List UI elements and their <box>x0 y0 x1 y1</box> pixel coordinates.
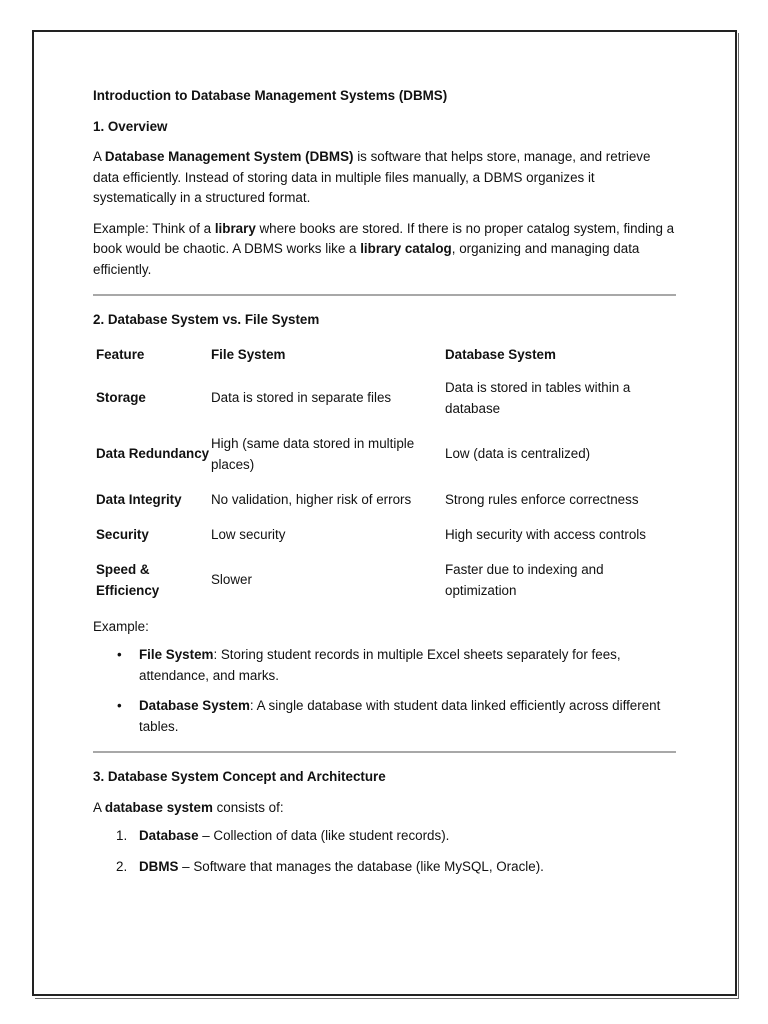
text-run: : Storing student records in multiple Excel sheets separately for fees, attendance, and marks. <box>139 647 621 683</box>
list-number: 1. <box>116 828 128 843</box>
table-row <box>93 553 676 609</box>
text-run: Example: Think of a <box>93 220 215 236</box>
table-cell: Data Integrity <box>96 491 182 507</box>
bold-term: library catalog <box>360 241 452 256</box>
table-row <box>93 371 676 427</box>
list-item <box>93 696 676 737</box>
comparison-table <box>93 341 676 609</box>
architecture-intro <box>93 798 676 819</box>
bullet-icon: • <box>117 698 122 713</box>
section-divider <box>93 294 676 296</box>
example-list <box>93 645 676 737</box>
list-item <box>93 826 676 847</box>
text-run: – Software that manages the database (like MySQL, Oracle). <box>178 858 544 874</box>
section-1-heading: 1. Overview <box>93 118 168 134</box>
table-cell: No validation, higher risk of errors <box>211 491 412 507</box>
table-cell: High security with access controls <box>445 526 646 542</box>
bold-term: library <box>214 220 256 236</box>
table-row <box>93 518 676 553</box>
table-cell: Data is stored in tables within a database <box>445 380 631 416</box>
table-cell: Storage <box>96 390 146 406</box>
text-run: where books are stored. If there is no proper catalog system, finding a book would be chaotic. A DBMS works like a <box>93 220 675 256</box>
example-label: Example: <box>93 618 149 634</box>
bold-term: Database Management System (DBMS) <box>104 149 354 164</box>
bold-term: Database System <box>139 698 250 713</box>
column-header: Feature <box>96 347 145 363</box>
overview-paragraph <box>93 147 676 209</box>
table-cell: High (same data stored in multiple places) <box>211 436 415 472</box>
list-item <box>93 857 676 878</box>
table-row <box>93 427 676 483</box>
bold-term: File System <box>139 647 214 662</box>
text-run: A <box>93 149 105 164</box>
table-cell: Slower <box>211 572 252 588</box>
column-header: File System <box>211 347 286 363</box>
column-header: Database System <box>445 347 556 363</box>
text-run: consists of: <box>212 799 284 815</box>
table-header-row <box>93 341 676 371</box>
bold-term: Database <box>139 828 199 843</box>
text-run: , organizing and managing data efficiently. <box>93 241 640 277</box>
bold-term: database system <box>104 799 213 815</box>
text-run: – Collection of data (like student records). <box>198 828 450 843</box>
bold-term: DBMS <box>139 858 179 874</box>
list-number: 2. <box>116 858 128 874</box>
example-paragraph <box>93 219 676 281</box>
document-body <box>93 86 676 887</box>
text-run: is software that helps store, manage, and retrieve data efficiently. Instead of storing data in multiple files manually, a DBMS organizes it systematically in a structured format. <box>93 149 651 205</box>
table-cell: Data Redundancy <box>96 446 210 462</box>
bullet-icon: • <box>117 647 122 662</box>
table-cell: Security <box>96 526 149 542</box>
component-list <box>93 826 676 877</box>
table-cell: Speed & Efficiency <box>96 562 160 598</box>
text-run: A <box>93 799 105 815</box>
table-row <box>93 483 676 518</box>
list-item <box>93 645 676 686</box>
table-cell: Faster due to indexing and optimization <box>445 562 604 598</box>
section-2-heading: 2. Database System vs. File System <box>93 312 320 327</box>
section-divider <box>93 751 676 753</box>
table-cell: Low (data is centralized) <box>445 446 591 462</box>
document-title: Introduction to Database Management Systems (DBMS) <box>93 88 448 103</box>
section-3-heading: 3. Database System Concept and Architecture <box>93 769 386 784</box>
text-run: : A single database with student data linked efficiently across different tables. <box>139 698 661 734</box>
table-cell: Data is stored in separate files <box>211 390 392 406</box>
table-cell: Strong rules enforce correctness <box>445 491 639 507</box>
table-cell: Low security <box>211 526 286 542</box>
